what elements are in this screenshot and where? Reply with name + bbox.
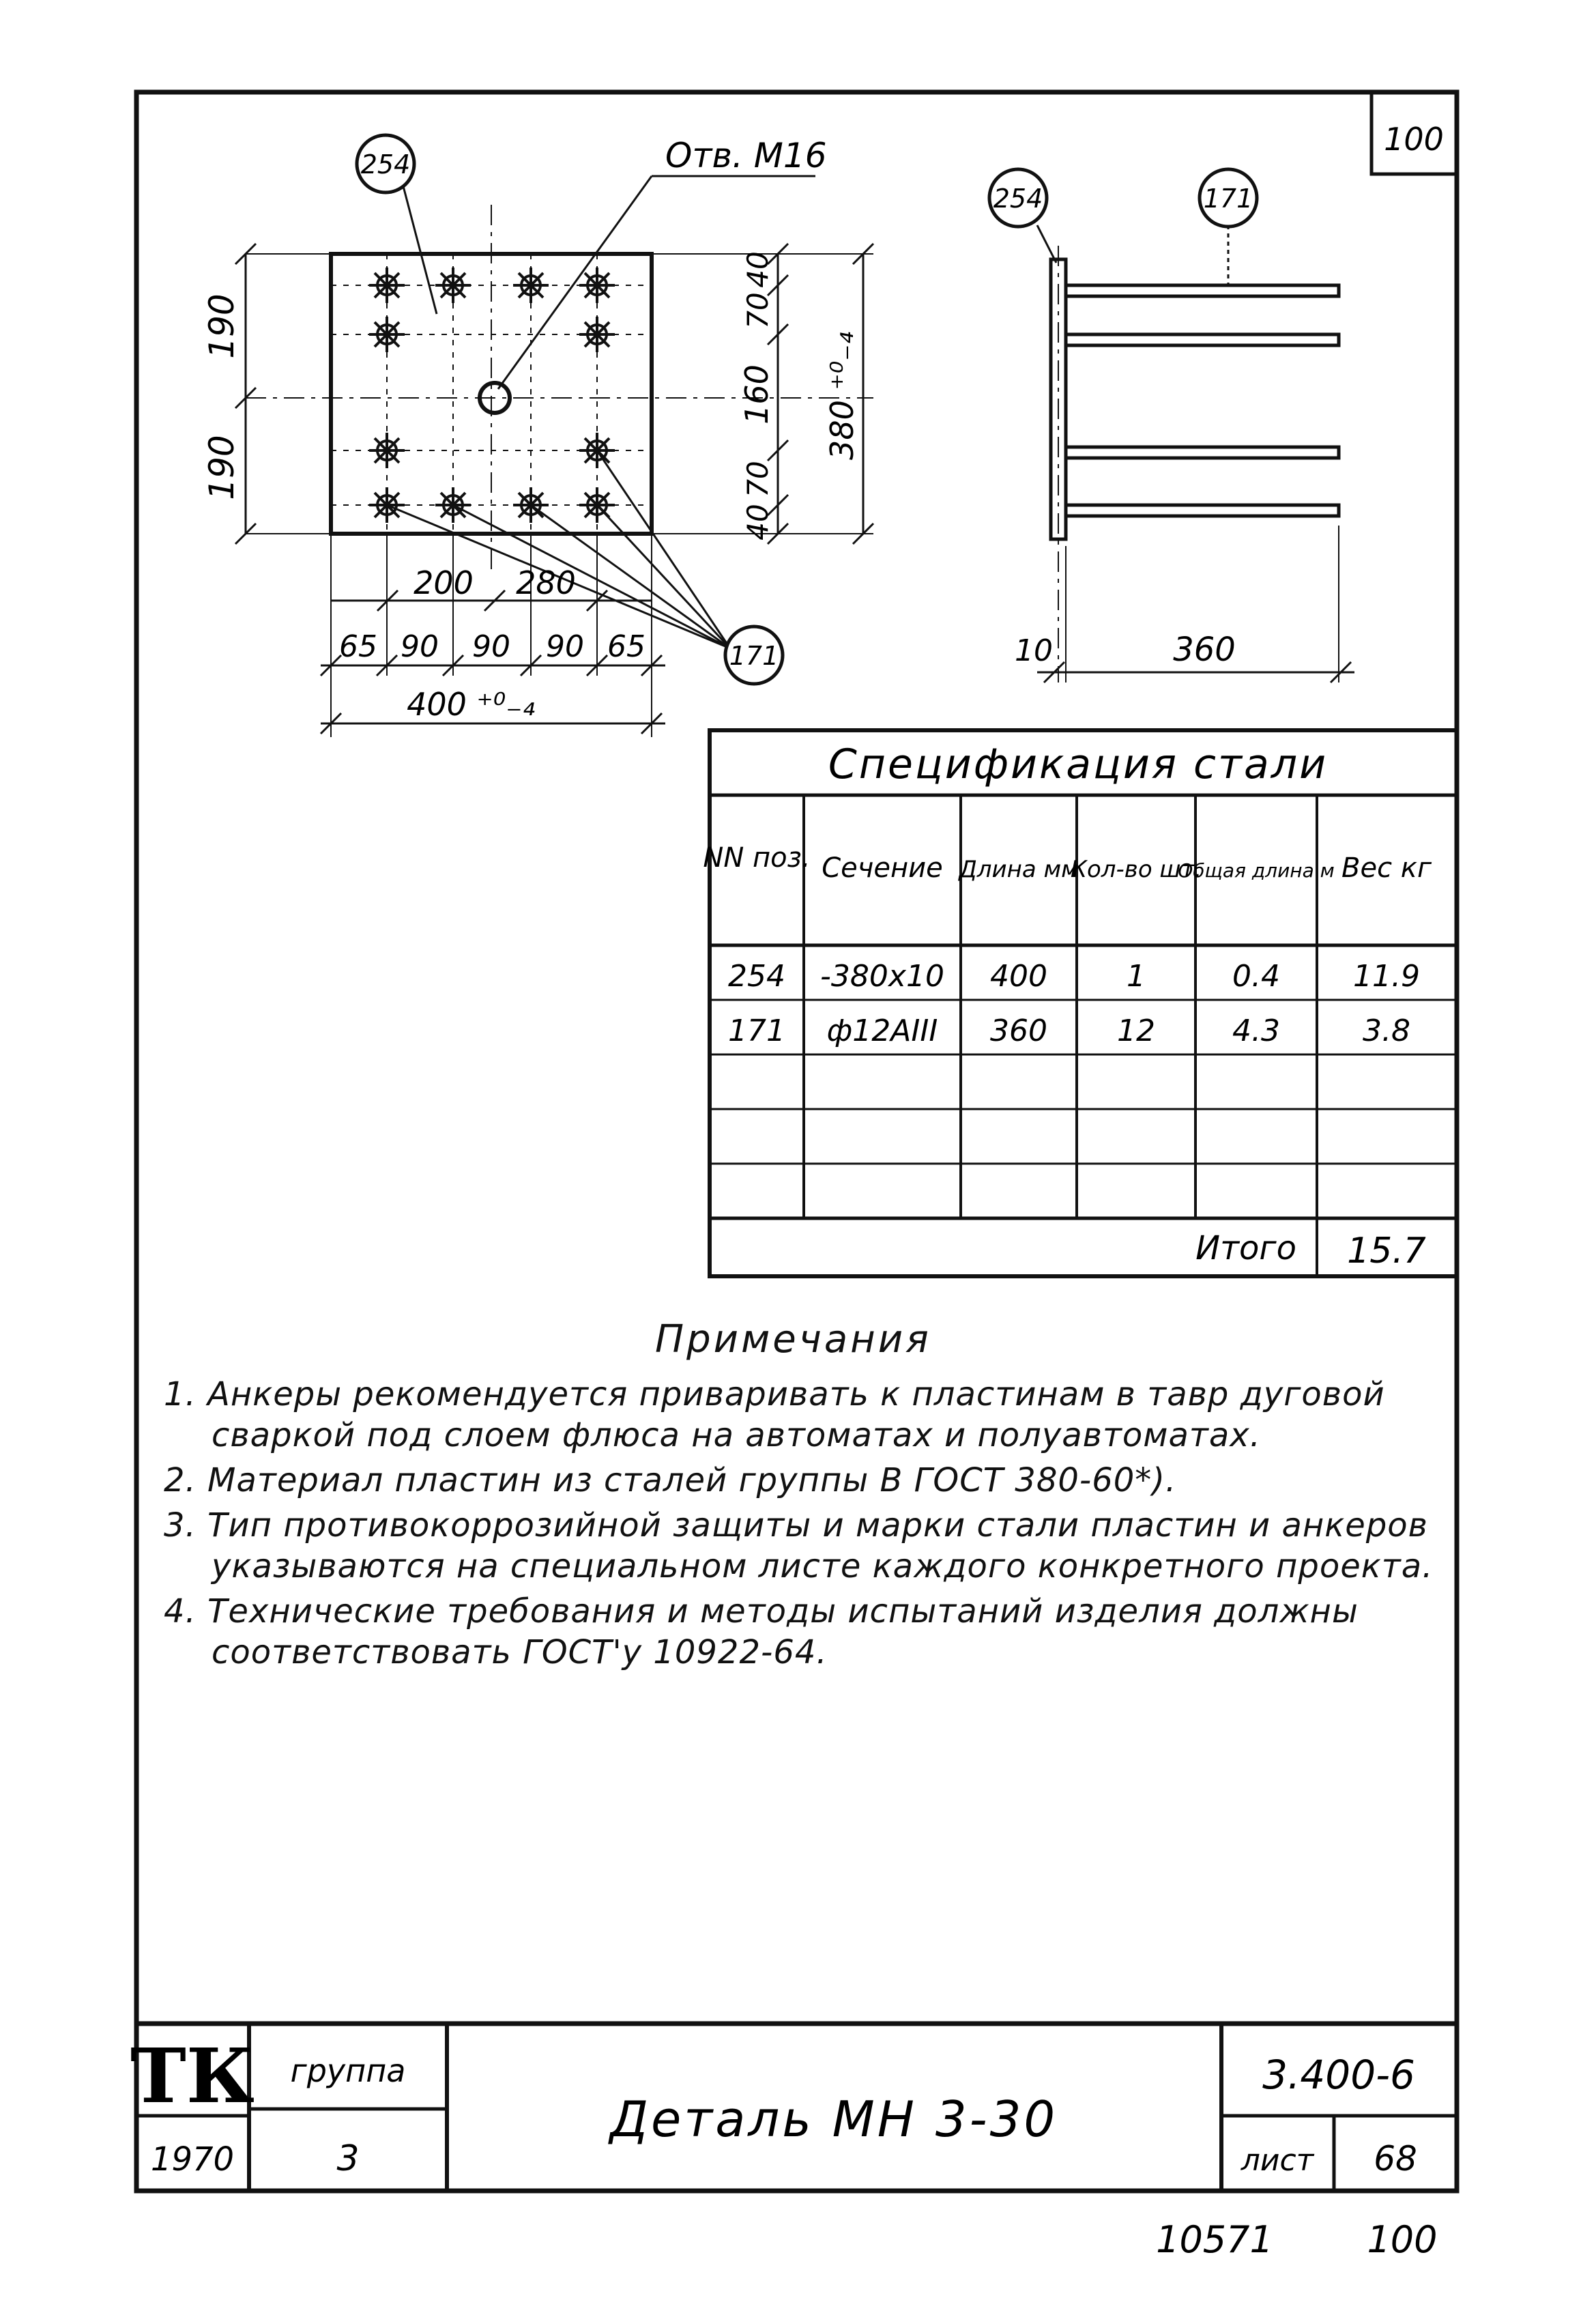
inner-dimension-line (331, 590, 652, 611)
note-item: 2. Материал пластин из сталей группы В ГОСТ 380-60*). (164, 1461, 1177, 1499)
spec-cell-r1-total: 0.4 (1232, 959, 1280, 994)
dim-right-3: 160 (738, 364, 775, 425)
spec-header-section: Сечение (822, 852, 943, 884)
title-sheet-value: 68 (1374, 2139, 1417, 2179)
spec-cell-r2-weight: 3.8 (1363, 1014, 1410, 1048)
dim-side-length: 360 (1173, 631, 1236, 669)
note-item: 1. Анкеры рекомендуется приваривать к пластинам в тавр дуговой сваркой под слоем флюса на автоматах и полуавтоматах. (164, 1375, 1385, 1454)
dim-inner-left: 200 (413, 564, 474, 601)
title-sheet-label: лист (1240, 2143, 1314, 2178)
spec-cell-r2-section: ф12АIII (826, 1014, 938, 1048)
title-main: Деталь МН 3-30 (609, 2091, 1058, 2148)
anchor-symbol (513, 268, 549, 303)
spec-total-label: Итого (1195, 1229, 1296, 1267)
notes-title: Примечания (655, 1317, 931, 1362)
dim-overall-width: 400 ⁺⁰₋₄ (407, 686, 535, 723)
spec-cell-r1-weight: 11.9 (1353, 959, 1420, 994)
spec-header-qty: Кол-во шт. (1070, 856, 1202, 883)
spec-cell-r1-pos: 254 (728, 959, 785, 994)
dim-bottom-4: 90 (546, 629, 584, 664)
dim-bottom-2: 90 (401, 629, 439, 664)
dim-bottom-1: 65 (339, 629, 377, 664)
dim-left-lower: 190 (202, 435, 242, 500)
dim-right-2: 70 (741, 292, 774, 329)
side-callout-254 (989, 169, 1047, 227)
title-year: 1970 (150, 2140, 235, 2179)
notes-section (164, 1317, 1460, 1677)
side-view (1037, 225, 1354, 683)
title-group-label: группа (290, 2052, 406, 2089)
dim-right-5: 40 (741, 504, 774, 541)
spec-cell-r2-total: 4.3 (1232, 1014, 1280, 1048)
side-anchor-rod (1066, 285, 1339, 296)
title-logo: ТК (130, 2032, 255, 2120)
footer-page-number: 100 (1367, 2218, 1438, 2261)
anchor-symbol (435, 268, 471, 303)
spec-header-length: Длина мм (959, 856, 1079, 883)
spec-cell-r1-qty: 1 (1127, 959, 1146, 994)
dim-inner-right: 280 (516, 564, 576, 601)
spec-cell-r2-pos: 171 (728, 1014, 785, 1048)
dim-side-thickness: 10 (1015, 633, 1053, 668)
sheet-number-box (1372, 92, 1457, 174)
anchor-symbol (579, 317, 615, 352)
anchor-symbol (579, 268, 615, 303)
title-group-value: 3 (336, 2138, 360, 2179)
dim-left-upper: 190 (202, 293, 242, 359)
spec-cell-r1-section: -380x10 (820, 959, 944, 994)
spec-cell-r2-length: 360 (990, 1014, 1047, 1048)
dim-right-4: 70 (741, 461, 774, 498)
note-item: 3. Тип противокоррозийной защиты и марки стали пластин и анкеров указываются на специальном листе каждого конкретного проекта. (164, 1506, 1434, 1585)
footer-archive-number: 10571 (1156, 2218, 1273, 2261)
sheet-number-text: 100 (1384, 121, 1444, 158)
spec-total-value: 15.7 (1347, 1231, 1426, 1272)
hole-label: Отв. М16 (665, 136, 827, 175)
spec-cell-r2-qty: 12 (1117, 1014, 1155, 1048)
spec-header-pos-text: NN поз. (703, 842, 811, 874)
title-series: 3.400-6 (1262, 2052, 1415, 2098)
spec-header-total-length: Общая длина м (1178, 859, 1335, 882)
spec-cell-r1-length: 400 (990, 959, 1047, 994)
dim-right-1: 40 (741, 251, 774, 288)
side-callout-171 (1200, 169, 1257, 227)
note-item: 4. Технические требования и методы испытаний изделия должны соответствовать ГОСТ'у 10922-64. (164, 1592, 1359, 1671)
anchor-symbol (369, 317, 405, 352)
anchor-symbol (369, 268, 405, 303)
dim-bottom-3: 90 (472, 629, 510, 664)
spec-table-title: Спецификация стали (828, 741, 1329, 788)
side-anchor-rod (1066, 334, 1339, 345)
dim-bottom-5: 65 (607, 629, 645, 664)
plan-callout-171-text: 171 (729, 641, 779, 671)
side-callout-254-text: 254 (993, 184, 1043, 214)
side-anchor-rod (1066, 505, 1339, 516)
spec-header-weight: Вес кг (1341, 852, 1432, 884)
anchor-symbol (369, 433, 405, 468)
plan-callout-171 (725, 627, 783, 684)
sheet-frame (136, 92, 1457, 2191)
spec-table (710, 730, 1457, 1276)
spec-header-pos (703, 842, 810, 874)
plan-callout-254 (357, 135, 414, 192)
plan-callout-254-text: 254 (360, 149, 411, 179)
dim-overall-height: 380 ⁺⁰₋₄ (824, 332, 860, 460)
side-anchor-rod (1066, 447, 1339, 458)
side-callout-171-text: 171 (1203, 184, 1253, 214)
